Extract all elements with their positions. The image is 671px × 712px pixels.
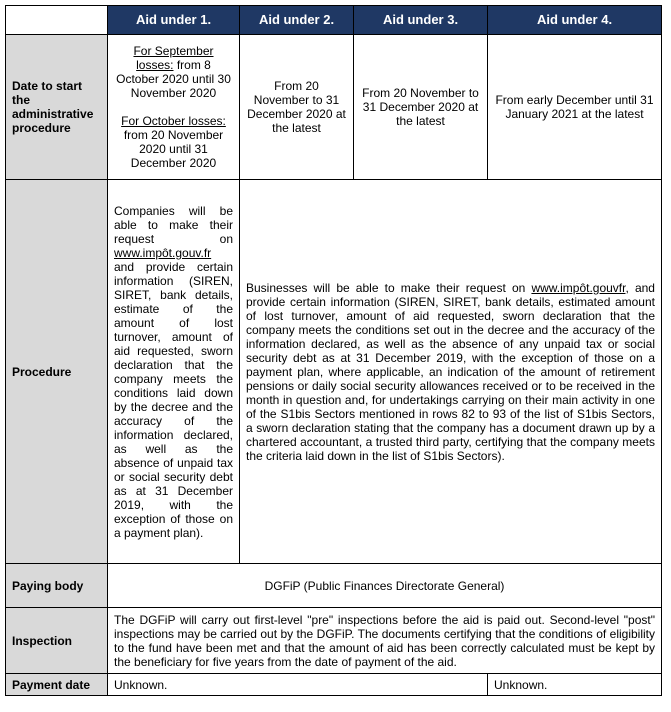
spacer xyxy=(114,100,233,114)
header-row xyxy=(6,6,662,35)
paying-body-value: DGFiP (Public Finances Directorate General) xyxy=(108,564,662,608)
october-losses-text: from 20 November 2020 until 31 December 2020 xyxy=(123,128,224,170)
header-aid-4: Aid under 4. xyxy=(488,6,662,35)
date-aid-2-cell: From 20 November to 31 December 2020 at the latest xyxy=(240,35,354,180)
corner-cell xyxy=(6,6,108,35)
impot-gouv-link[interactable]: www.impôt.gouv.fr xyxy=(114,245,212,260)
procedure-row xyxy=(6,180,662,564)
paying-body-row xyxy=(6,564,662,608)
date-aid-1-cell xyxy=(108,35,240,180)
impot-gouvfr-link[interactable]: www.impôt.gouvfr xyxy=(531,280,626,295)
date-row xyxy=(6,35,662,180)
october-losses-title: For October losses: xyxy=(121,114,226,128)
header-aid-1: Aid under 1. xyxy=(108,6,240,35)
september-losses-title: For September losses: xyxy=(133,44,214,72)
payment-date-row xyxy=(6,674,662,696)
payment-date-value-left: Unknown. xyxy=(108,674,488,696)
procedure-rest-text-start: Businesses will be able to make their request on xyxy=(246,280,532,295)
date-aid-4-cell: From early December until 31 January 2021 at the latest xyxy=(488,35,662,180)
header-aid-3: Aid under 3. xyxy=(354,6,488,35)
paying-body-label: Paying body xyxy=(6,564,108,608)
procedure-aid-1-text-end: and provide certain information (SIREN, SIRET, bank details, estimate of the amount of lost turnover, amount of aid requested, sworn declaration that the company meets the conditions laid down by the decree and the accuracy of the information declared, as well as the absence of unpaid tax or social security debt as at 31 December 2019, with the exception of those on a payment plan). xyxy=(114,259,233,540)
payment-date-value-right: Unknown. xyxy=(488,674,662,696)
header-aid-2: Aid under 2. xyxy=(240,6,354,35)
procedure-aid-1-text-start: Companies will be able to make their request on xyxy=(114,203,233,246)
aid-table xyxy=(5,5,662,696)
inspection-label: Inspection xyxy=(6,608,108,674)
procedure-aid-2-4-cell xyxy=(240,180,662,564)
procedure-row-label: Procedure xyxy=(6,180,108,564)
inspection-value: The DGFiP will carry out first-level "pre" inspections before the aid is paid out. Second-level "post" inspections may be carried out by the DGFiP. The documents certifying that the conditions of eligibility to the fund have been met and that the amount of aid has been correctly calculated must be kept by the beneficiary for five years from the date of payment of the aid. xyxy=(108,608,662,674)
procedure-aid-1-cell xyxy=(108,180,240,564)
payment-date-label: Payment date xyxy=(6,674,108,696)
date-row-label: Date to start the administrative procedure xyxy=(6,35,108,180)
date-aid-3-cell: From 20 November to 31 December 2020 at the latest xyxy=(354,35,488,180)
september-losses-text: from 8 October 2020 until 30 November 2020 xyxy=(116,58,231,100)
procedure-rest-text-end: , and provide certain information (SIREN, SIRET, bank details, estimated amount of lost turnover, amount of aid requested, sworn declaration that the company meets the conditions set out in the decree and the accuracy of the information declared, as well as the absence of any unpaid tax or social security debt as at 31 December 2019, with the exception of those on a payment plan, where applicable, an indication of the amount of retirement pensions or daily social security allowances received or to be received in the month in question and, for undertakings carrying on their main activity in one of the S1bis Sectors mentioned in rows 82 to 93 of the list of S1bis Sectors, a sworn declaration stating that the company has a document drawn up by a chartered accountant, a trusted third party, certifying that the company meets the criteria laid down in the list of S1bis Sectors). xyxy=(246,280,655,463)
inspection-row xyxy=(6,608,662,674)
